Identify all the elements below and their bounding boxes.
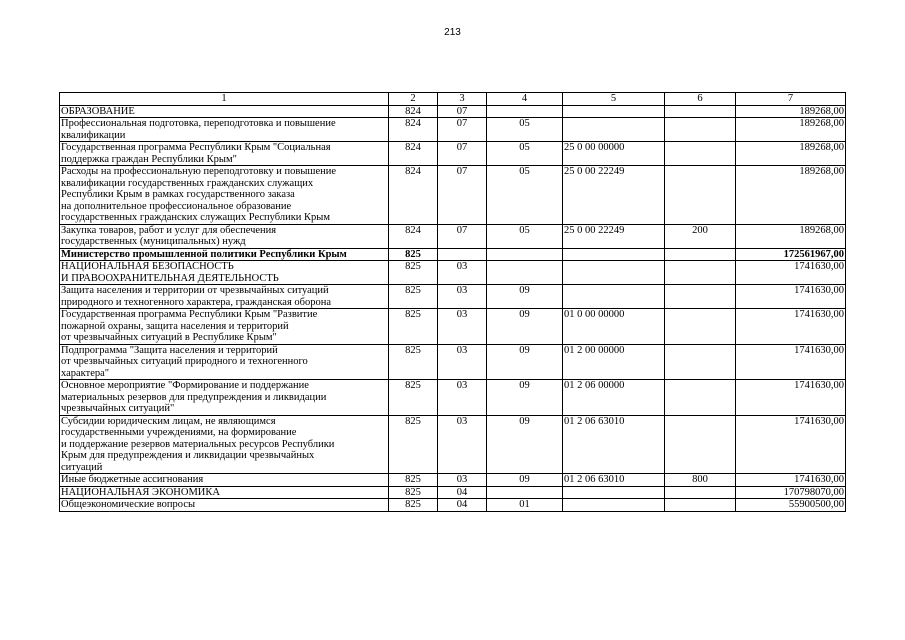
cell-col-4: 05	[487, 118, 563, 142]
cell-col-6	[665, 285, 736, 309]
description-line: Закупка товаров, работ и услуг для обеспечения	[61, 224, 277, 236]
header-col-2: 2	[389, 93, 438, 106]
description-line: чрезвычайных ситуаций"	[61, 403, 175, 414]
description-line: природного и техногенного характера, гражданская оборона	[61, 296, 332, 308]
cell-col-3: 03	[438, 415, 487, 474]
cell-col-5: 25 0 00 00000	[563, 142, 665, 166]
cell-col-4: 09	[487, 309, 563, 345]
description-line: ситуаций	[61, 461, 103, 473]
cell-amount: 189268,00	[736, 105, 846, 118]
header-col-5: 5	[563, 93, 665, 106]
cell-col-4: 09	[487, 344, 563, 380]
cell-col-2: 824	[389, 224, 438, 248]
cell-col-5: 01 2 06 63010	[563, 474, 665, 487]
table-row	[60, 248, 846, 261]
cell-col-2: 825	[389, 415, 438, 474]
cell-description	[60, 224, 389, 248]
table-row	[60, 166, 846, 225]
cell-col-5: 25 0 00 22249	[563, 166, 665, 225]
cell-col-5	[563, 499, 665, 512]
cell-amount: 1741630,00	[736, 415, 846, 474]
header-col-1: 1	[60, 93, 389, 106]
cell-col-3: 03	[438, 285, 487, 309]
cell-col-6	[665, 105, 736, 118]
cell-col-3: 07	[438, 105, 487, 118]
description-line: и поддержание резервов материальных ресурсов Республики	[61, 438, 335, 450]
table-row	[60, 224, 846, 248]
cell-col-3: 03	[438, 380, 487, 416]
cell-description	[60, 486, 389, 499]
table-row	[60, 285, 846, 309]
cell-amount: 1741630,00	[736, 344, 846, 380]
cell-col-4: 09	[487, 380, 563, 416]
cell-col-6	[665, 248, 736, 261]
description-line: Подпрограмма "Защита населения и территорий	[61, 344, 278, 356]
cell-amount: 189268,00	[736, 224, 846, 248]
description-line: государственными учреждениями, на формирование	[61, 427, 297, 438]
table-row	[60, 474, 846, 487]
table-row	[60, 118, 846, 142]
table-row	[60, 261, 846, 285]
cell-col-5: 25 0 00 22249	[563, 224, 665, 248]
description-line: Основное мероприятие "Формирование и поддержание	[61, 380, 309, 391]
cell-col-2: 825	[389, 474, 438, 487]
cell-amount: 189268,00	[736, 166, 846, 225]
cell-col-4: 01	[487, 499, 563, 512]
cell-col-5	[563, 486, 665, 499]
cell-col-4: 05	[487, 142, 563, 166]
table-row	[60, 486, 846, 499]
description-line: на дополнительное профессиональное образование	[61, 200, 292, 212]
cell-col-3: 07	[438, 142, 487, 166]
description-line: Государственная программа Республики Крым "Развитие	[61, 309, 318, 320]
description-line: государственных гражданских служащих Республики Крым	[61, 212, 331, 223]
cell-amount: 172561967,00	[736, 248, 846, 261]
cell-col-3: 07	[438, 166, 487, 225]
description-line: характера"	[61, 367, 110, 379]
cell-col-2: 825	[389, 248, 438, 261]
cell-col-6	[665, 380, 736, 416]
cell-col-3: 03	[438, 261, 487, 285]
cell-col-5	[563, 261, 665, 285]
cell-col-6	[665, 499, 736, 512]
description-line: ОБРАЗОВАНИЕ	[61, 105, 135, 117]
cell-description	[60, 166, 389, 225]
description-line: Профессиональная подготовка, переподготовка и повышение	[61, 118, 336, 129]
cell-col-5: 01 2 00 00000	[563, 344, 665, 380]
cell-col-3: 07	[438, 118, 487, 142]
cell-col-5: 01 2 06 63010	[563, 415, 665, 474]
table-row	[60, 105, 846, 118]
cell-col-5: 01 0 00 00000	[563, 309, 665, 345]
cell-col-3: 04	[438, 486, 487, 499]
description-line: НАЦИОНАЛЬНАЯ БЕЗОПАСНОСТЬ	[61, 261, 234, 272]
header-col-7: 7	[736, 93, 846, 106]
cell-col-2: 825	[389, 261, 438, 285]
cell-col-4: 09	[487, 474, 563, 487]
cell-col-3: 07	[438, 224, 487, 248]
description-line: квалификации	[61, 129, 126, 141]
description-line: государственных (муниципальных) нужд	[61, 236, 246, 247]
table-row	[60, 344, 846, 380]
cell-col-4	[487, 248, 563, 261]
description-line: Государственная программа Республики Крым "Социальная	[61, 142, 331, 153]
cell-col-6	[665, 118, 736, 142]
cell-col-4: 09	[487, 285, 563, 309]
cell-amount: 1741630,00	[736, 380, 846, 416]
cell-description	[60, 344, 389, 380]
cell-col-4	[487, 105, 563, 118]
description-line: Расходы на профессиональную переподготовку и повышение	[61, 166, 337, 177]
description-line: поддержка граждан Республики Крым"	[61, 153, 237, 165]
cell-col-3: 03	[438, 309, 487, 345]
table-row	[60, 309, 846, 345]
budget-table	[59, 92, 846, 512]
cell-col-5: 01 2 06 00000	[563, 380, 665, 416]
cell-amount: 189268,00	[736, 118, 846, 142]
cell-description	[60, 499, 389, 512]
cell-col-2: 825	[389, 344, 438, 380]
cell-col-2: 825	[389, 285, 438, 309]
table-header-row	[60, 93, 846, 106]
header-col-3: 3	[438, 93, 487, 106]
cell-col-3: 03	[438, 474, 487, 487]
description-line: квалификации государственных гражданских служащих	[61, 177, 314, 189]
cell-description	[60, 118, 389, 142]
table-row	[60, 142, 846, 166]
cell-description	[60, 380, 389, 416]
page-number: 213	[444, 27, 461, 38]
cell-col-2: 825	[389, 380, 438, 416]
table-row	[60, 499, 846, 512]
cell-col-2: 824	[389, 118, 438, 142]
cell-amount: 55900500,00	[736, 499, 846, 512]
header-col-4: 4	[487, 93, 563, 106]
cell-amount: 170798070,00	[736, 486, 846, 499]
cell-description	[60, 474, 389, 487]
description-line: И ПРАВООХРАНИТЕЛЬНАЯ ДЕЯТЕЛЬНОСТЬ	[61, 272, 279, 284]
cell-amount: 189268,00	[736, 142, 846, 166]
cell-description	[60, 142, 389, 166]
description-line: Министерство промышленной политики Республики Крым	[61, 248, 347, 260]
cell-col-5	[563, 105, 665, 118]
cell-col-4	[487, 261, 563, 285]
cell-description	[60, 285, 389, 309]
cell-col-3	[438, 248, 487, 261]
cell-col-4: 09	[487, 415, 563, 474]
cell-col-6: 800	[665, 474, 736, 487]
cell-description	[60, 309, 389, 345]
cell-col-6	[665, 309, 736, 345]
cell-description	[60, 105, 389, 118]
cell-col-4	[487, 486, 563, 499]
cell-col-6	[665, 261, 736, 285]
cell-col-2: 825	[389, 486, 438, 499]
cell-amount: 1741630,00	[736, 474, 846, 487]
description-line: НАЦИОНАЛЬНАЯ ЭКОНОМИКА	[61, 486, 220, 498]
cell-description	[60, 248, 389, 261]
cell-amount: 1741630,00	[736, 261, 846, 285]
table-row	[60, 380, 846, 416]
description-line: материальных резервов для предупреждения и ликвидации	[61, 391, 327, 403]
cell-col-6	[665, 415, 736, 474]
description-line: Иные бюджетные ассигнования	[61, 474, 204, 485]
description-line: Крым для предупреждения и ликвидации чрезвычайных	[61, 450, 315, 461]
cell-col-2: 824	[389, 105, 438, 118]
cell-amount: 1741630,00	[736, 309, 846, 345]
cell-col-6	[665, 344, 736, 380]
description-line: Субсидии юридическим лицам, не являющимся	[61, 415, 276, 427]
cell-col-6	[665, 142, 736, 166]
description-line: Общеэкономические вопросы	[61, 499, 196, 510]
description-line: пожарной охраны, защита населения и территорий	[61, 320, 289, 332]
description-line: от чрезвычайных ситуаций в Республике Крым"	[61, 332, 277, 343]
cell-col-5	[563, 248, 665, 261]
cell-col-3: 03	[438, 344, 487, 380]
cell-col-4: 05	[487, 224, 563, 248]
cell-description	[60, 415, 389, 474]
cell-col-6	[665, 486, 736, 499]
cell-col-5	[563, 118, 665, 142]
cell-col-3: 04	[438, 499, 487, 512]
header-col-6: 6	[665, 93, 736, 106]
cell-col-2: 825	[389, 499, 438, 512]
table-row	[60, 415, 846, 474]
cell-col-2: 824	[389, 166, 438, 225]
cell-col-6	[665, 166, 736, 225]
cell-col-2: 824	[389, 142, 438, 166]
description-line: Защита населения и территории от чрезвычайных ситуаций	[61, 285, 329, 296]
description-line: от чрезвычайных ситуаций природного и техногенного	[61, 356, 308, 367]
cell-col-5	[563, 285, 665, 309]
cell-col-4: 05	[487, 166, 563, 225]
description-line: Республики Крым в рамках государственного заказа	[61, 189, 295, 200]
cell-col-2: 825	[389, 309, 438, 345]
cell-col-6: 200	[665, 224, 736, 248]
cell-description	[60, 261, 389, 285]
cell-amount: 1741630,00	[736, 285, 846, 309]
